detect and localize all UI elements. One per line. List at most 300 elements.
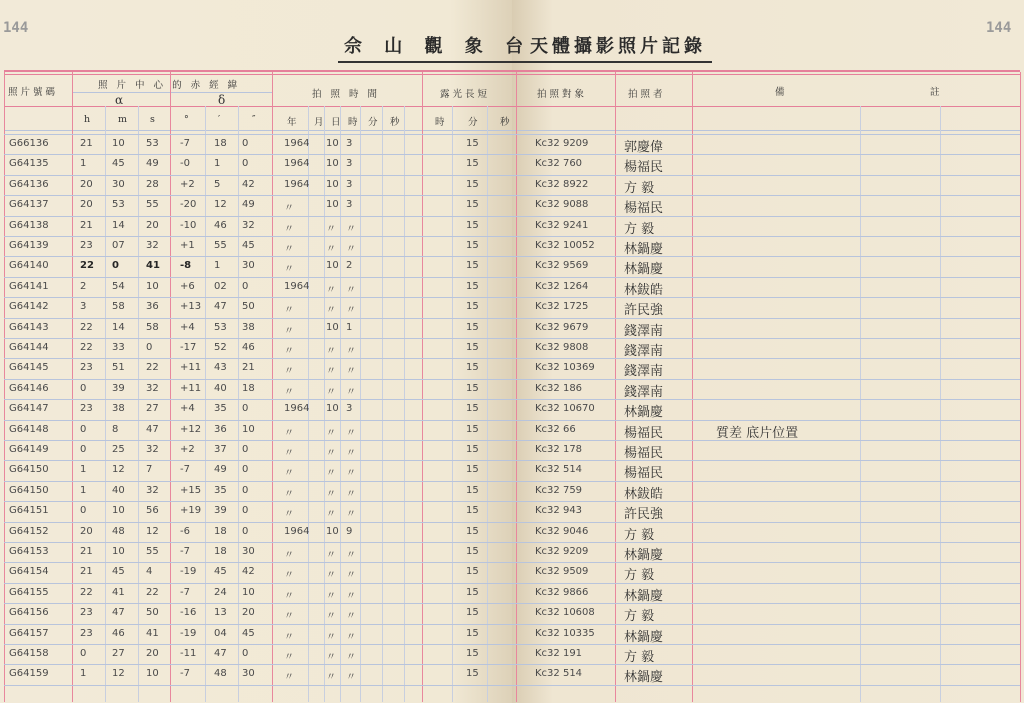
cell-dy: 〃 [346,386,356,398]
cell-ds: 0 [242,464,249,476]
cell-exp: 15 [466,444,479,455]
cell-mo: 〃 [326,427,336,439]
cell-dm: 13 [214,607,227,619]
cell-obj: Kc32 9209 [535,138,589,149]
cell-as: 56 [146,505,159,517]
cell-ah: 22 [80,321,93,333]
cell-yr: 〃 [284,672,294,684]
cell-dd: -11 [180,648,197,659]
cell-am: 45 [112,566,125,578]
cell-exp: 15 [466,525,479,537]
unit-label: 年 [287,117,297,128]
cell-ds: 18 [242,382,255,394]
cell-dy: 3 [346,403,353,415]
cell-exp: 15 [466,546,479,557]
cell-dd: +19 [180,505,202,517]
cell-obs: 錢澤南 [624,384,664,400]
cell-yr: 1964 [284,525,310,537]
cell-ah: 20 [80,178,93,190]
cell-as: 10 [146,668,159,680]
cell-dd: -17 [180,342,197,353]
column-rule-1 [72,72,73,702]
cell-ds: 49 [242,199,255,211]
cell-obj: Kc32 759 [535,484,583,496]
cell-obj: Kc32 9209 [535,546,589,557]
cell-ds: 30 [242,260,255,272]
cell-obj: Kc32 66 [535,423,576,435]
cell-as: 41 [146,260,160,272]
cell-exp: 15 [466,219,479,231]
cell-dm: 36 [214,423,227,435]
cell-dm: 39 [214,505,227,517]
cell-obs: 方 毅 [624,609,655,625]
cell-dm: 43 [214,362,227,374]
cell-mo: 〃 [326,284,336,296]
cell-dd: -7 [180,546,190,557]
cell-plate: G64151 [9,505,49,517]
cell-plate: G64150 [9,464,49,476]
cell-obj: Kc32 178 [535,444,583,455]
cell-mo: 〃 [326,488,336,500]
cell-plate: G64144 [9,342,49,353]
cell-ah: 21 [80,566,93,578]
cell-ds: 0 [242,403,249,415]
cell-plate: G64141 [9,280,49,292]
cell-am: 48 [112,525,125,537]
cell-dy: 〃 [346,468,356,480]
column-rule-3 [272,72,273,702]
cell-exp: 15 [466,484,479,496]
cell-am: 14 [112,219,125,231]
cell-am: 41 [112,586,125,598]
cell-plate: G64153 [9,546,49,557]
cell-dy: 〃 [346,631,356,643]
cell-yr: 〃 [284,386,294,398]
cell-am: 54 [112,280,125,292]
column-rule-8 [1020,72,1021,702]
cell-dd: +11 [180,382,202,394]
cell-am: 14 [112,321,125,333]
cell-am: 12 [112,668,125,680]
cell-as: 27 [146,403,159,415]
cell-mo: 10 [326,138,339,149]
cell-dd: +11 [180,362,202,374]
cell-dy: 1 [346,321,353,333]
cell-exp: 15 [466,199,479,211]
cell-ds: 0 [242,525,249,537]
cell-ah: 0 [80,382,87,394]
cell-as: 0 [146,342,153,353]
unit-label: 月 [314,117,324,128]
cell-am: 58 [112,301,125,313]
cell-as: 53 [146,138,159,149]
cell-plate: G66136 [9,138,49,149]
cell-obj: Kc32 9241 [535,219,589,231]
cell-dm: 1 [214,158,221,170]
cell-dd: -19 [180,566,197,578]
cell-dm: 49 [214,464,227,476]
cell-dy: 〃 [346,366,356,378]
cell-mo: 〃 [326,652,336,663]
cell-obj: Kc32 760 [535,158,583,170]
unit-label: ° [184,114,189,125]
cell-exp: 15 [466,403,479,415]
cell-dm: 35 [214,403,227,415]
cell-ah: 20 [80,525,93,537]
cell-dm: 37 [214,444,227,455]
cell-ah: 21 [80,546,93,557]
cell-mo: 〃 [326,244,336,255]
cell-ah: 21 [80,138,93,149]
cell-yr: 〃 [284,427,294,439]
cell-rem: 質差 底片位置 [716,425,799,441]
cell-obj: Kc32 514 [535,464,583,476]
cell-ds: 30 [242,546,255,557]
cell-ah: 0 [80,444,87,455]
cell-obs: 林鍋慶 [624,242,664,257]
unit-label: 日 [331,117,341,128]
cell-ah: 23 [80,627,93,639]
header-delta: δ [218,93,226,107]
cell-am: 10 [112,505,125,517]
cell-yr: 1964 [284,280,310,292]
header-remarks: 備 [775,87,788,98]
cell-obj: Kc32 8922 [535,178,589,190]
cell-plate: G64135 [9,158,49,170]
cell-obs: 林鈸皓 [624,282,664,298]
cell-ds: 32 [242,219,255,231]
cell-plate: G64139 [9,240,49,251]
cell-as: 32 [146,382,159,394]
cell-dd: +1 [180,240,195,251]
cell-dd: +4 [180,403,195,415]
cell-am: 10 [112,138,125,149]
unit-label: 時 [435,117,445,128]
cell-obj: Kc32 943 [535,505,583,517]
cell-dy: 〃 [346,652,356,663]
cell-dd: -7 [180,464,190,476]
cell-exp: 15 [466,138,479,149]
cell-ds: 20 [242,607,255,619]
cell-am: 07 [112,240,125,251]
cell-dy: 〃 [346,570,356,582]
cell-as: 55 [146,546,159,557]
cell-ah: 22 [80,342,93,353]
cell-yr: 〃 [284,264,294,276]
cell-am: 33 [112,342,125,353]
cell-ds: 50 [242,301,255,313]
cell-mo: 〃 [326,346,336,357]
cell-as: 49 [146,158,159,170]
cell-obj: Kc32 9808 [535,342,589,353]
page-number-right: 144 [986,20,1012,36]
cell-obs: 楊福民 [624,160,664,176]
header-center-coords: 照 片 中 心 的 赤 經 緯 [98,80,241,91]
cell-as: 41 [146,627,159,639]
cell-as: 20 [146,219,159,231]
cell-obs: 許民強 [624,303,664,319]
cell-exp: 15 [466,321,479,333]
cell-yr: 〃 [284,366,294,378]
column-rule-0 [4,72,5,702]
cell-dm: 18 [214,525,227,537]
cell-yr: 〃 [284,488,294,500]
cell-ah: 22 [80,260,94,272]
cell-plate: G64137 [9,199,49,211]
cell-dd: -20 [180,199,197,211]
cell-obj: Kc32 10608 [535,607,595,619]
header-top-rule-2 [4,74,1020,75]
cell-plate: G64154 [9,566,49,578]
cell-exp: 15 [466,178,479,190]
cell-ah: 22 [80,586,93,598]
cell-obj: Kc32 191 [535,648,583,659]
cell-ds: 45 [242,240,255,251]
cell-dd: +12 [180,423,202,435]
cell-ah: 2 [80,280,87,292]
cell-yr: 〃 [284,509,294,521]
cell-dd: -19 [180,627,197,639]
cell-ah: 0 [80,505,87,517]
cell-plate: G64146 [9,382,49,394]
header-plate-no: 照片號碼 [8,87,59,98]
cell-obs: 方 毅 [624,568,655,584]
cell-mo: 〃 [326,468,336,480]
cell-dm: 40 [214,382,227,394]
cell-dy: 〃 [346,448,356,459]
cell-dm: 52 [214,342,227,353]
cell-mo: 〃 [326,223,336,235]
cell-yr: 〃 [284,590,294,602]
cell-plate: G64156 [9,607,49,619]
cell-mo: 〃 [326,590,336,602]
cell-as: 32 [146,484,159,496]
cell-exp: 15 [466,382,479,394]
cell-dy: 〃 [346,611,356,623]
cell-ds: 38 [242,321,255,333]
cell-am: 30 [112,178,125,190]
cell-plate: G64147 [9,403,49,415]
cell-obs: 林鍋慶 [624,588,664,604]
unit-label: m [118,114,128,125]
cell-exp: 15 [466,464,479,476]
cell-ds: 0 [242,158,249,170]
cell-ah: 1 [80,484,87,496]
cell-ah: 0 [80,648,87,659]
cell-as: 10 [146,280,159,292]
cell-obs: 楊福民 [624,201,664,217]
cell-exp: 15 [466,240,479,251]
cell-exp: 15 [466,586,479,598]
cell-yr: 1964 [284,403,310,415]
cell-am: 47 [112,607,125,619]
cell-yr: 〃 [284,631,294,643]
column-rule-6 [615,72,616,702]
cell-as: 20 [146,648,159,659]
cell-obs: 許民強 [624,507,664,523]
cell-mo: 〃 [326,448,336,459]
cell-obs: 林鍋慶 [624,405,664,421]
cell-yr: 〃 [284,448,294,459]
cell-dd: -10 [180,219,197,231]
unit-label: 分 [468,117,478,128]
cell-am: 53 [112,199,125,211]
cell-dm: 35 [214,484,227,496]
cell-ah: 20 [80,199,93,211]
cell-yr: 〃 [284,468,294,480]
cell-dm: 47 [214,648,227,659]
cell-dy: 2 [346,260,353,272]
cell-obj: Kc32 9679 [535,321,589,333]
cell-ds: 10 [242,586,255,598]
cell-exp: 15 [466,301,479,313]
unit-label: ′ [218,114,221,125]
cell-as: 50 [146,607,159,619]
cell-obj: Kc32 10052 [535,240,595,251]
cell-mo: 10 [326,321,339,333]
cell-obj: Kc32 1264 [535,280,589,292]
cell-ds: 42 [242,178,255,190]
column-rule-4 [422,72,423,702]
cell-dy: 3 [346,158,353,170]
cell-am: 45 [112,158,125,170]
cell-obs: 方 毅 [624,527,655,543]
cell-ah: 23 [80,403,93,415]
cell-as: 47 [146,423,159,435]
cell-obj: Kc32 10670 [535,403,595,415]
cell-ah: 1 [80,158,87,170]
header-exposure: 露光長短 [440,89,491,100]
coords-split-rule [72,92,272,93]
cell-exp: 15 [466,627,479,639]
cell-plate: G64140 [9,260,49,272]
cell-exp: 15 [466,566,479,578]
cell-dd: +6 [180,280,195,292]
cell-dd: -8 [180,260,192,272]
cell-exp: 15 [466,362,479,374]
cell-plate: G64149 [9,444,49,455]
cell-obj: Kc32 9866 [535,586,589,598]
cell-am: 10 [112,546,125,557]
cell-dd: -6 [180,525,190,537]
cell-exp: 15 [466,668,479,680]
cell-as: 22 [146,586,159,598]
cell-plate: G64157 [9,627,49,639]
cell-obs: 林鈸皓 [624,486,664,502]
cell-dy: 〃 [346,346,356,357]
cell-dy: 〃 [346,427,356,439]
cell-dm: 47 [214,301,227,313]
cell-dm: 12 [214,199,227,211]
cell-exp: 15 [466,158,479,170]
cell-ds: 0 [242,280,249,292]
cell-plate: G64158 [9,648,49,659]
header-time: 拍 照 時 間 [312,89,381,100]
cell-dy: 〃 [346,488,356,500]
cell-as: 4 [146,566,153,578]
cell-mo: 10 [326,403,339,415]
cell-dm: 48 [214,668,227,680]
cell-obj: Kc32 9569 [535,260,589,272]
cell-obs: 楊福民 [624,466,664,482]
cell-plate: G64145 [9,362,49,374]
cell-dm: 02 [214,280,227,292]
cell-dy: 〃 [346,550,356,561]
cell-ah: 0 [80,423,87,435]
cell-obs: 林鍋慶 [624,548,664,563]
cell-ah: 1 [80,668,87,680]
cell-yr: 〃 [284,611,294,623]
cell-ds: 0 [242,138,249,149]
cell-mo: 10 [326,260,339,272]
cell-ds: 0 [242,444,249,455]
cell-as: 28 [146,178,159,190]
cell-am: 0 [112,260,119,272]
cell-obj: Kc32 10335 [535,627,595,639]
cell-yr: 〃 [284,305,294,317]
cell-yr: 1964 [284,158,310,170]
unit-label: h [84,114,91,125]
cell-as: 36 [146,301,159,313]
cell-obj: Kc32 186 [535,382,583,394]
cell-am: 27 [112,648,125,659]
bleed-through [722,120,1012,680]
cell-obs: 錢澤南 [624,364,664,380]
unit-label: 時 [348,117,358,128]
column-rule-7 [692,72,693,702]
cell-am: 38 [112,403,125,415]
unit-label: 秒 [500,117,510,128]
cell-as: 58 [146,321,159,333]
cell-dm: 1 [214,260,221,272]
cell-yr: 〃 [284,223,294,235]
cell-ds: 46 [242,342,255,353]
header-remarks-2: 註 [930,87,943,98]
cell-mo: 10 [326,199,339,211]
cell-dd: -16 [180,607,197,619]
cell-dd: +4 [180,321,195,333]
cell-yr: 〃 [284,203,294,215]
cell-mo: 〃 [326,366,336,378]
cell-obs: 錢澤南 [624,344,664,359]
cell-ah: 23 [80,607,93,619]
cell-ds: 42 [242,566,255,578]
cell-exp: 15 [466,280,479,292]
cell-am: 8 [112,423,119,435]
cell-ah: 21 [80,219,93,231]
cell-exp: 15 [466,648,479,659]
cell-plate: G64136 [9,178,49,190]
cell-ds: 0 [242,648,249,659]
cell-am: 46 [112,627,125,639]
cell-dy: 〃 [346,223,356,235]
cell-obj: Kc32 10369 [535,362,595,374]
cell-dd: -0 [180,158,190,170]
cell-obs: 楊福民 [624,446,664,461]
cell-dd: +13 [180,301,202,313]
cell-dy: 9 [346,525,353,537]
cell-dd: +2 [180,444,195,455]
cell-mo: 10 [326,525,339,537]
cell-exp: 15 [466,423,479,435]
cell-plate: G64155 [9,586,49,598]
cell-as: 32 [146,240,159,251]
cell-exp: 15 [466,505,479,517]
cell-obs: 方 毅 [624,221,655,237]
cell-dm: 5 [214,178,221,190]
cell-dy: 〃 [346,244,356,255]
cell-ds: 21 [242,362,255,374]
